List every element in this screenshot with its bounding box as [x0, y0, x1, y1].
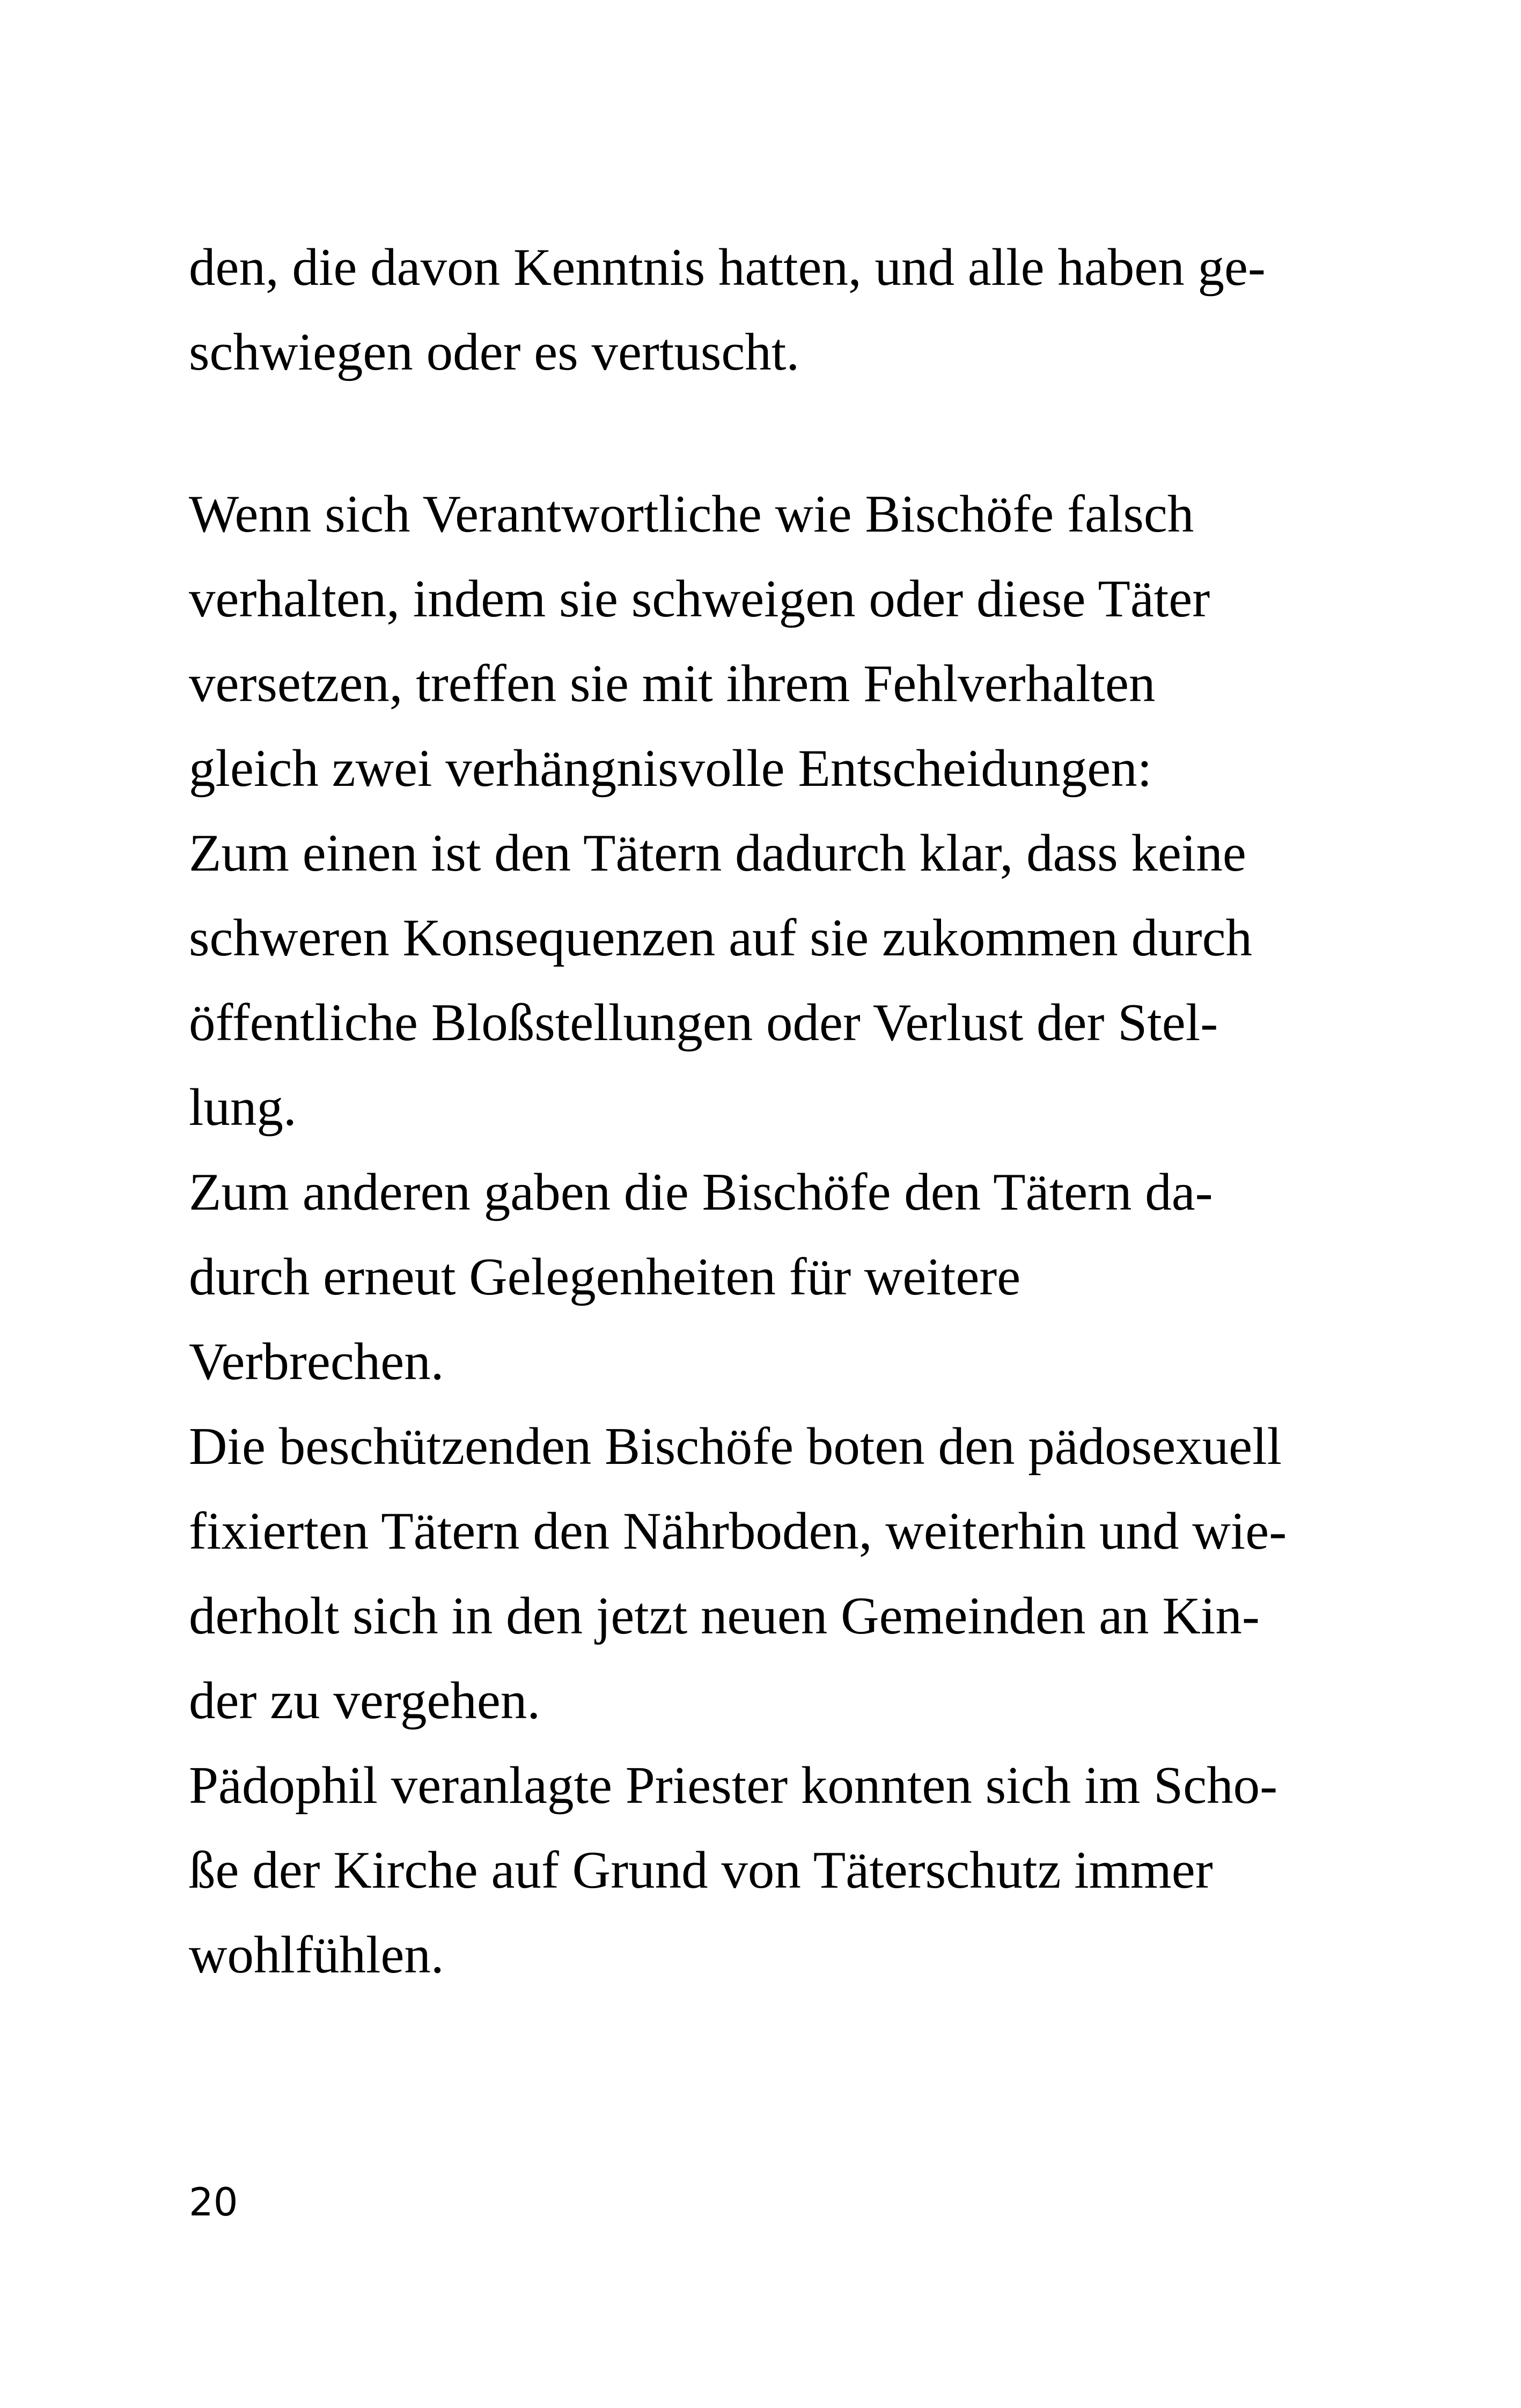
paragraph-main: [189, 472, 1369, 1998]
text-line: Die beschützenden Bischöfe boten den pädosexuell: [189, 1417, 1282, 1476]
text-line: fixierten Tätern den Nährboden, weiterhin und wie-: [189, 1502, 1287, 1560]
text-line: Zum anderen gaben die Bischöfe den Tätern da-: [189, 1163, 1213, 1221]
text-line: schwiegen oder es vertuscht.: [189, 323, 800, 381]
text-line: durch erneut Gelegenheiten für weitere: [189, 1248, 1021, 1306]
text-line: derholt sich in den jetzt neuen Gemeinden an Kin-: [189, 1587, 1260, 1645]
text-line: gleich zwei verhängnisvolle Entscheidungen:: [189, 739, 1152, 798]
text-line: ße der Kirche auf Grund von Täterschutz immer: [189, 1841, 1213, 1899]
text-line: versetzen, treffen sie mit ihrem Fehlverhalten: [189, 654, 1156, 713]
text-line: Pädophil veranlagte Priester konnten sich im Scho-: [189, 1756, 1278, 1815]
page-number: 20: [189, 2179, 238, 2225]
text-line: wohlfühlen.: [189, 1926, 444, 1984]
text-line: öffentliche Bloßstellungen oder Verlust der Stel-: [189, 993, 1218, 1052]
text-line: Verbrechen.: [189, 1332, 444, 1391]
text-line: schweren Konsequenzen auf sie zukommen durch: [189, 909, 1253, 967]
paragraph-continuation: [189, 225, 1369, 395]
text-line: den, die davon Kenntnis hatten, und alle haben ge-: [189, 238, 1266, 297]
text-line: Wenn sich Verantwortliche wie Bischöfe falsch: [189, 485, 1194, 543]
text-line: lung.: [189, 1078, 297, 1137]
text-line: verhalten, indem sie schweigen oder diese Täter: [189, 570, 1210, 628]
text-line: Zum einen ist den Tätern dadurch klar, dass keine: [189, 824, 1246, 882]
text-line: der zu vergehen.: [189, 1671, 541, 1730]
